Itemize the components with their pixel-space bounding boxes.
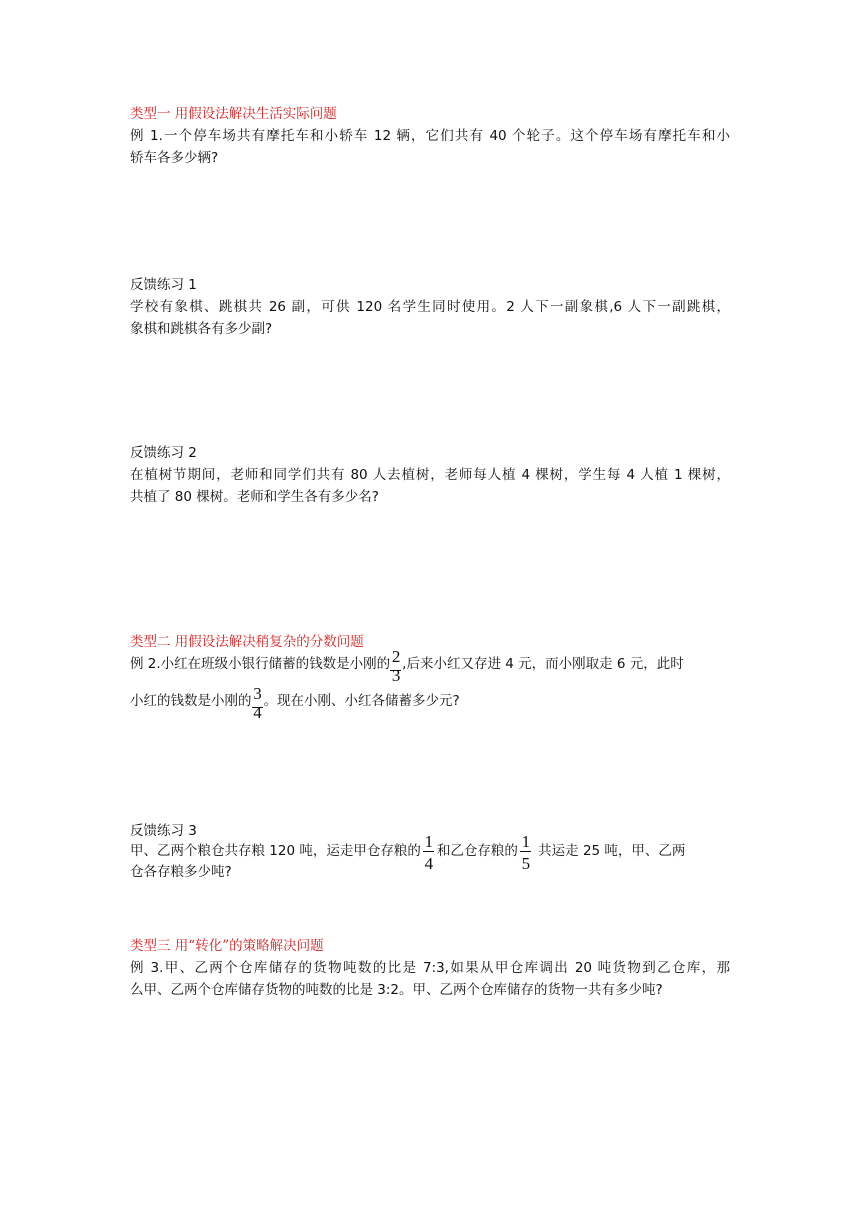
fraction-denominator: 4: [253, 703, 262, 722]
example-1-line-1: 例 1.一个停车场共有摩托车和小轿车 12 辆，它们共有 40 个轮子。这个停车场有摩托车和小: [130, 128, 730, 144]
fraction-one-quarter: [423, 832, 435, 873]
exercise-3-text-a: 甲、乙两个粮仓共存粮 120 吨，运走甲仓存粮的: [130, 843, 421, 859]
section-type-3: [130, 935, 730, 1001]
exercise-3-line-2-wrap: [130, 861, 730, 883]
fraction-three-quarters: [252, 684, 264, 722]
exercise-1-line-2: 象棋和跳棋各有多少副?: [130, 321, 273, 337]
fraction-bar: [423, 851, 434, 852]
fraction-numerator: 2: [391, 647, 401, 666]
section-type-1: [130, 103, 730, 169]
fraction-one-fifth: [520, 832, 532, 873]
exercise-1-line-1: 学校有象棋、跳棋共 26 副，可供 120 名学生同时使用。2 人下一副象棋,6 人下一副跳棋，: [130, 299, 730, 315]
example-3-line-1: 例 3.甲、乙两个仓库储存的货物吨数的比是 7:3,如果从甲仓库调出 20 吨货物到乙仓库，那: [130, 960, 730, 976]
example-2-text-b: ,后来小红又存进 4 元，而小刚取走 6 元，此时: [402, 656, 684, 672]
example-2-line-2: [130, 684, 730, 722]
exercise-3-line-2: 仓各存粮多少吨?: [130, 864, 232, 880]
section-heading: 类型二 用假设法解决稍复杂的分数问题: [130, 634, 364, 650]
feedback-exercise-2: [130, 442, 730, 508]
example-3-line-2: 么甲、乙两个仓库储存货物的吨数的比是 3:2。甲、乙两个仓库储存的货物一共有多少吨?: [130, 982, 663, 998]
example-2-text-c: 小红的钱数是小刚的: [130, 693, 252, 709]
fraction-denominator: 5: [521, 854, 531, 873]
feedback-exercise-1: [130, 274, 730, 340]
fraction-denominator: 4: [424, 854, 434, 873]
fraction-numerator: 3: [253, 684, 262, 703]
exercise-title: 反馈练习 1: [130, 277, 197, 293]
fraction-numerator: 1: [521, 832, 531, 851]
exercise-3-text-c: 共运走 25 吨，甲、乙两: [533, 843, 686, 859]
exercise-2-line-2: 共植了 80 棵树。老师和学生各有多少名?: [130, 489, 379, 505]
fraction-bar: [520, 851, 531, 852]
fraction-denominator: 3: [391, 666, 401, 685]
example-2-text-d: 。现在小刚、小红各储蓄多少元?: [263, 693, 460, 709]
exercise-title: 反馈练习 2: [130, 445, 197, 461]
section-heading: 类型一 用假设法解决生活实际问题: [130, 106, 337, 122]
exercise-title: 反馈练习 3: [130, 823, 197, 839]
exercise-2-line-1: 在植树节期间，老师和同学们共有 80 人去植树，老师每人植 4 棵树，学生每 4 人植 1 棵树，: [130, 467, 730, 483]
section-heading: 类型三 用“转化”的策略解决问题: [130, 938, 324, 954]
example-2-text-a: 例 2.小红在班级小银行储蓄的钱数是小刚的: [130, 656, 391, 672]
example-2-line-1: [130, 647, 730, 685]
section-type-2: [130, 631, 730, 653]
fraction-numerator: 1: [424, 832, 434, 851]
fraction-two-thirds: [390, 647, 402, 685]
example-1-line-2: 轿车各多少辆?: [130, 150, 219, 166]
exercise-3-text-b: 和乙仓存粮的: [436, 843, 518, 859]
